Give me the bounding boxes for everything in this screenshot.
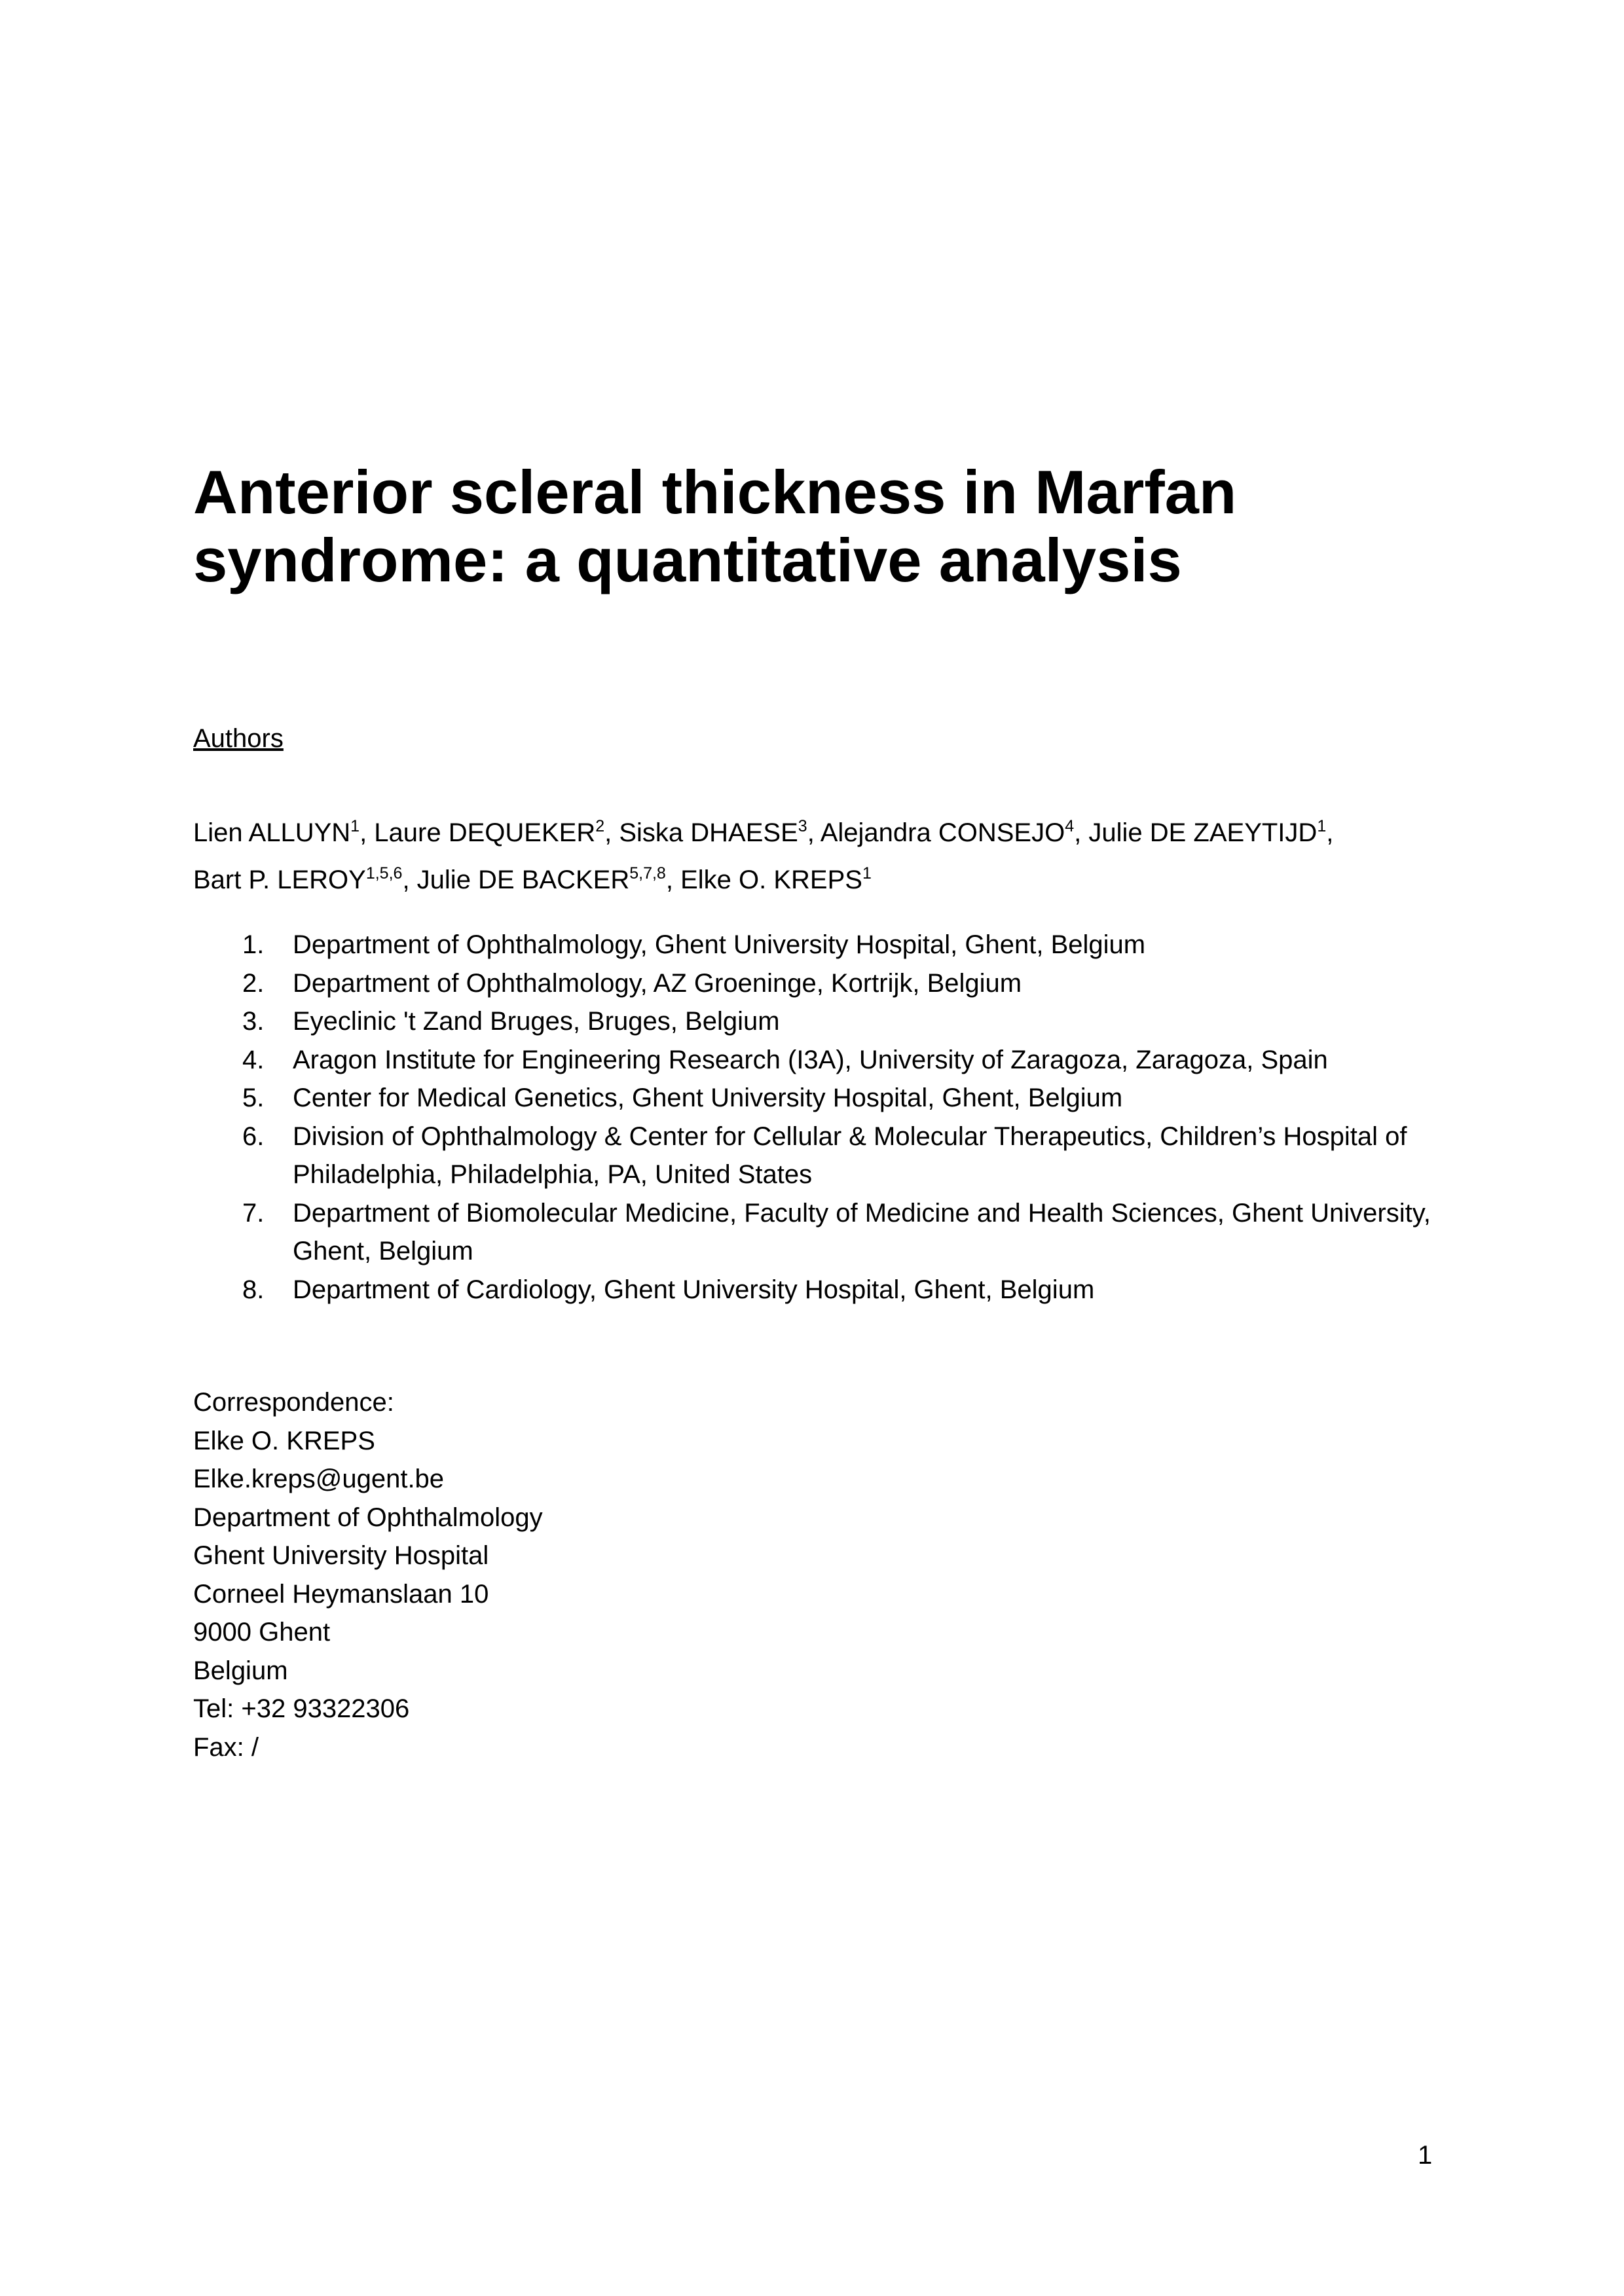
affiliation-text: Department of Ophthalmology, AZ Groeninge, Kortrijk, Belgium [293, 968, 1022, 998]
affiliation-item [242, 1194, 1486, 1271]
affiliation-number: 4. [242, 1045, 265, 1074]
affiliation-item [242, 1079, 1486, 1118]
affiliation-item [242, 964, 1486, 1003]
paper-title [193, 458, 1503, 594]
author-name [193, 866, 417, 894]
correspondence-department: Department of Ophthalmology [193, 1503, 543, 1532]
author-affiliation-marker: 1 [1317, 817, 1327, 835]
author-separator: , [1074, 818, 1089, 847]
author-name [374, 818, 619, 847]
title-line-2: syndrome: a quantitative analysis [193, 526, 1182, 594]
author-name-text: Siska DHAESE [619, 818, 798, 847]
title-line-1: Anterior scleral thickness in Marfan [193, 458, 1237, 526]
affiliation-item [242, 926, 1486, 964]
author-separator: , [604, 818, 619, 847]
affiliation-text: Center for Medical Genetics, Ghent University Hospital, Ghent, Belgium [293, 1084, 1123, 1112]
author-name-text: Elke O. KREPS [680, 866, 862, 894]
correspondence-fax: Fax: / [193, 1732, 259, 1762]
author-separator: , [665, 866, 681, 894]
author-line-1 [193, 809, 1503, 856]
affiliation-number: 7. [242, 1198, 265, 1228]
author-name-text: Laure DEQUEKER [374, 818, 596, 847]
authors-heading: Authors [193, 724, 284, 753]
correspondence-street: Corneel Heymanslaan 10 [193, 1579, 489, 1609]
correspondence-city: 9000 Ghent [193, 1618, 331, 1647]
correspondence-country: Belgium [193, 1656, 288, 1685]
author-name [821, 818, 1089, 847]
author-name-text: Alejandra CONSEJO [820, 818, 1065, 847]
affiliation-text: Eyeclinic 't Zand Bruges, Bruges, Belgium [293, 1007, 780, 1036]
author-affiliation-marker: 1,5,6 [365, 864, 403, 883]
author-affiliation-marker: 3 [798, 817, 807, 835]
affiliation-text: Department of Biomolecular Medicine, Faculty of Medicine and Health Sciences, Ghent University, Ghent, Belgium [293, 1198, 1431, 1266]
affiliation-number: 3. [242, 1007, 265, 1036]
author-list [193, 809, 1503, 903]
correspondence-email[interactable]: Elke.kreps@ugent.be [193, 1465, 445, 1493]
author-name [193, 818, 374, 847]
correspondence-block [193, 1383, 543, 1766]
author-separator: , [360, 818, 375, 847]
author-name-text: Lien ALLUYN [193, 818, 351, 847]
author-name-text: Julie DE BACKER [416, 866, 630, 894]
affiliation-text: Department of Cardiology, Ghent University Hospital, Ghent, Belgium [293, 1275, 1095, 1304]
affiliation-list [242, 926, 1486, 1309]
affiliation-item [242, 1271, 1486, 1309]
author-name [417, 866, 680, 894]
affiliation-number: 8. [242, 1275, 265, 1304]
author-name [680, 866, 872, 894]
author-affiliation-marker: 5,7,8 [629, 864, 666, 883]
correspondence-label: Correspondence: [193, 1388, 394, 1417]
affiliation-text: Aragon Institute for Engineering Research (I3A), University of Zaragoza, Zaragoza, Spain [293, 1045, 1328, 1074]
author-affiliation-marker: 4 [1065, 817, 1075, 835]
correspondence-tel: Tel: +32 93322306 [193, 1694, 410, 1723]
affiliation-text: Department of Ophthalmology, Ghent University Hospital, Ghent, Belgium [293, 930, 1146, 959]
author-name [1088, 818, 1333, 847]
page-number: 1 [1418, 2141, 1433, 2170]
affiliation-item [242, 1002, 1486, 1041]
author-name-text: Julie DE ZAEYTIJD [1088, 818, 1318, 847]
correspondence-name: Elke O. KREPS [193, 1426, 375, 1455]
affiliation-number: 5. [242, 1084, 265, 1112]
author-affiliation-marker: 1 [862, 864, 872, 883]
author-separator: , [807, 818, 821, 847]
author-affiliation-marker: 2 [595, 817, 605, 835]
author-line-2 [193, 856, 1503, 903]
author-affiliation-marker: 1 [350, 817, 360, 835]
author-name [619, 818, 820, 847]
author-name-text: Bart P. LEROY [193, 866, 366, 894]
affiliation-number: 1. [242, 930, 265, 959]
author-separator: , [1326, 818, 1334, 847]
affiliation-text: Division of Ophthalmology & Center for Cellular & Molecular Therapeutics, Children’s Hospital of Philadelphia, Philadelphia, PA, United States [293, 1121, 1407, 1189]
author-separator: , [402, 866, 417, 894]
affiliation-number: 2. [242, 968, 265, 998]
affiliation-item [242, 1041, 1486, 1080]
affiliation-item [242, 1118, 1486, 1194]
affiliation-number: 6. [242, 1121, 265, 1151]
correspondence-institution: Ghent University Hospital [193, 1541, 489, 1570]
